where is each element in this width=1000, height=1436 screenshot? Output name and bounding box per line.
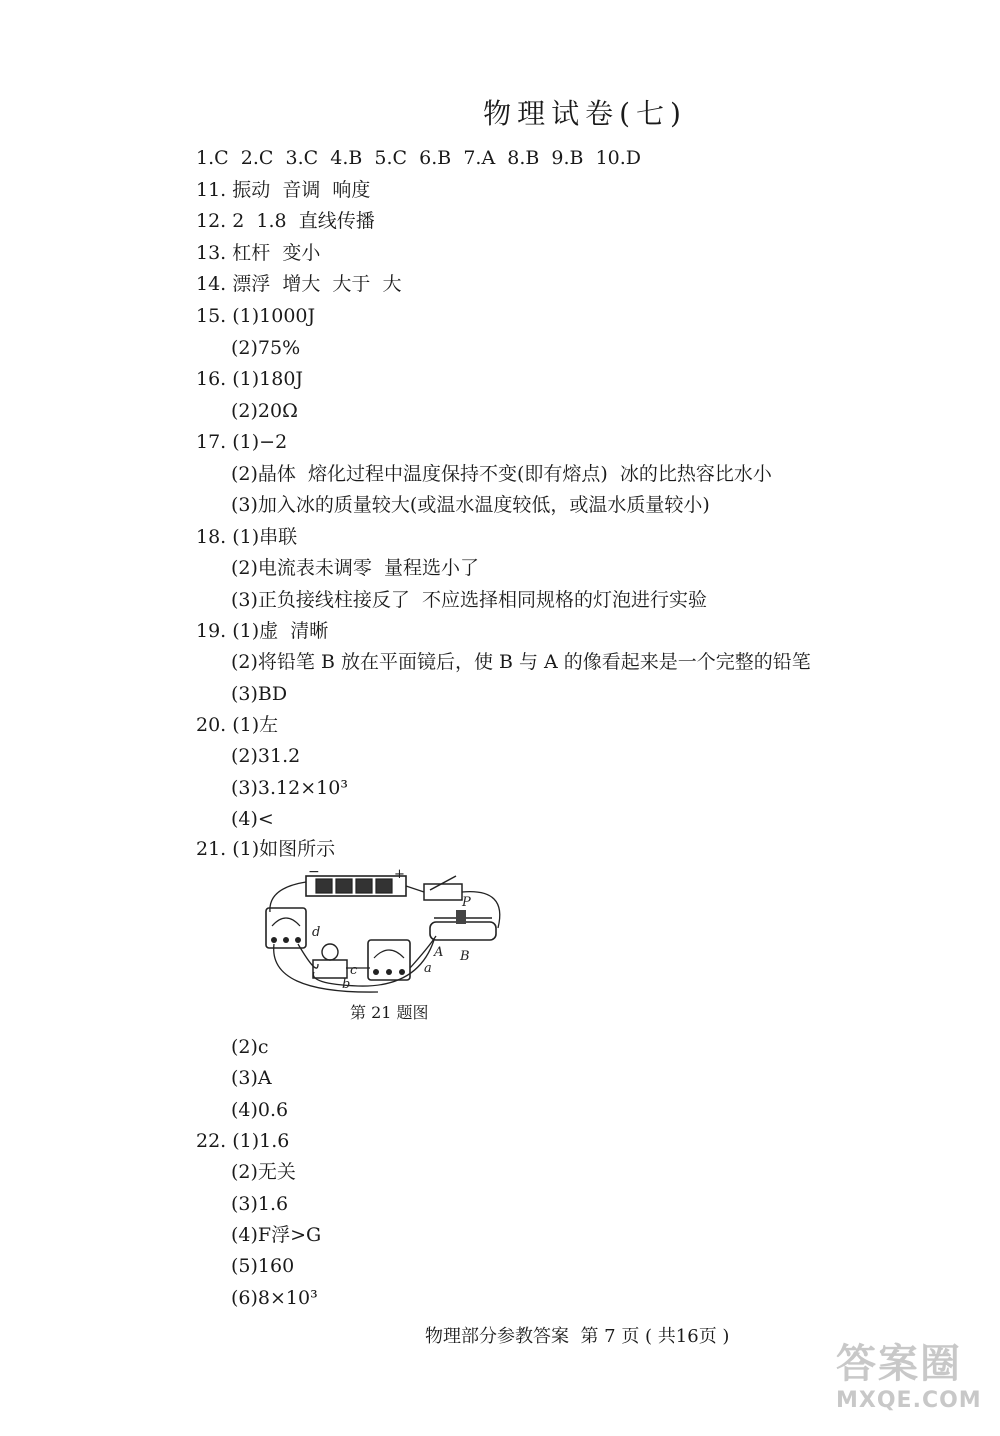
battery-cell-2 — [336, 879, 352, 893]
rheostat-slider — [456, 910, 466, 924]
answer-q15-2: (2)75% — [231, 337, 301, 359]
label-c: c — [350, 963, 358, 978]
battery-plus-label: + — [394, 868, 405, 882]
wire-6 — [410, 936, 436, 968]
watermark-url: MXQE.COM — [836, 1388, 982, 1413]
answer-q20-2: (2)31.2 — [231, 745, 301, 767]
answer-q16-2: (2)20Ω — [231, 400, 298, 422]
battery-cell-1 — [316, 879, 332, 893]
label-P: P — [462, 895, 471, 910]
answer-q13: 13. 杠杆 变小 — [196, 242, 321, 264]
answer-q20: 20. (1)左 — [196, 714, 279, 736]
voltmeter-terminal-2 — [386, 969, 392, 975]
answer-q22-3: (3)1.6 — [231, 1193, 289, 1215]
answer-q22-2: (2)无关 — [231, 1161, 296, 1183]
answer-q22: 22. (1)1.6 — [196, 1130, 290, 1152]
answer-q11: 11. 振动 音调 响度 — [196, 179, 371, 201]
rheostat-body — [430, 922, 496, 940]
wire-2 — [406, 886, 424, 892]
answer-q21-4: (4)0.6 — [231, 1099, 289, 1121]
battery-cell-3 — [356, 879, 372, 893]
answer-q19: 19. (1)虚 清晰 — [196, 620, 329, 642]
answer-q21: 21. (1)如图所示 — [196, 838, 336, 860]
answer-q21-2: (2)c — [231, 1036, 269, 1058]
page-title: 物理试卷(七) — [483, 97, 687, 130]
lamp-bulb — [322, 944, 338, 960]
answer-q1-10: 1.C 2.C 3.C 4.B 5.C 6.B 7.A 8.B 9.B 10.D — [196, 147, 642, 169]
answer-q17-3: (3)加入冰的质量较大(或温水温度较低，或温水质量较小) — [231, 494, 710, 516]
battery-cell-4 — [376, 879, 392, 893]
ammeter-left-terminal-1 — [271, 937, 277, 943]
answer-q17: 17. (1)−2 — [196, 431, 288, 453]
watermark-logo-text: 答案圈 — [836, 1341, 962, 1387]
label-b: b — [342, 977, 351, 992]
voltmeter-terminal-1 — [373, 969, 379, 975]
page-footer: 物理部分参教答案 第 7 页 ( 共16页 ) — [425, 1326, 730, 1347]
answer-q19-2: (2)将铅笔 B 放在平面镜后，使 B 与 A 的像看起来是一个完整的铅笔 — [231, 651, 811, 673]
voltmeter-terminal-3 — [399, 969, 405, 975]
answer-q18: 18. (1)串联 — [196, 526, 298, 548]
answer-q15: 15. (1)1000J — [196, 305, 316, 327]
answer-q16: 16. (1)180J — [196, 368, 304, 390]
ammeter-left-dial — [272, 918, 300, 926]
wire-7 — [313, 940, 434, 986]
circuit-diagram — [258, 868, 518, 998]
answer-q20-4: (4)< — [231, 808, 274, 830]
answer-q21-3: (3)A — [231, 1067, 272, 1089]
switch-base — [424, 884, 462, 900]
voltmeter-center-dial — [374, 950, 404, 958]
answer-q12: 12. 2 1.8 直线传播 — [196, 210, 375, 232]
answer-q14: 14. 漂浮 增大 大于 大 — [196, 273, 402, 295]
watermark — [836, 1340, 996, 1430]
figure-caption: 第 21 题图 — [350, 1003, 429, 1022]
answer-q22-5: (5)160 — [231, 1255, 295, 1277]
answer-q18-3: (3)正负接线柱接反了 不应选择相同规格的灯泡进行实验 — [231, 589, 707, 611]
answer-q22-4: (4)F浮>G — [231, 1224, 322, 1246]
switch-lever — [430, 876, 456, 890]
answer-q17-2: (2)晶体 熔化过程中温度保持不变(即有熔点) 冰的比热容比水小 — [231, 463, 772, 485]
ammeter-left-terminal-2 — [283, 937, 289, 943]
answer-q19-3: (3)BD — [231, 683, 288, 705]
label-A: A — [434, 945, 444, 960]
label-B: B — [460, 949, 470, 964]
label-a: a — [424, 961, 432, 976]
answer-q20-3: (3)3.12×10³ — [231, 777, 348, 799]
lamp-base — [313, 960, 347, 978]
battery-minus-label: − — [308, 868, 320, 880]
answer-q22-6: (6)8×10³ — [231, 1287, 318, 1309]
answer-q18-2: (2)电流表未调零 量程选小了 — [231, 557, 479, 579]
label-d: d — [312, 925, 321, 940]
ammeter-left-terminal-3 — [295, 937, 301, 943]
